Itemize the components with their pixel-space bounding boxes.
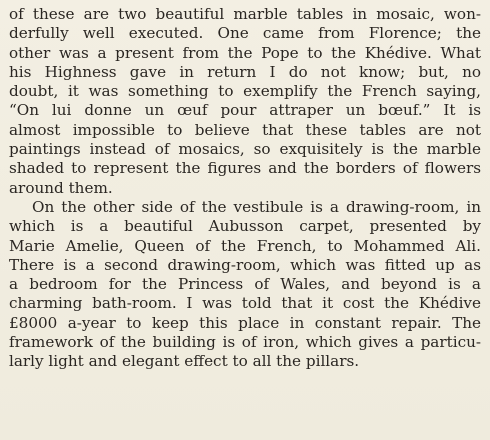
text-line: There is a second drawing-room, which was fitted up as [9, 255, 481, 274]
text-line: charming bath-room. I was told that it cost the Khédive [9, 294, 481, 313]
text-line: a bedroom for the Princess of Wales, and beyond is a [9, 275, 481, 294]
text-line: “On lui donne un œuf pour attraper un bœuf.” It is [9, 101, 481, 120]
text-line: larly light and elegant effect to all the pillars. [9, 352, 360, 371]
text-line: On the other side of the vestibule is a drawing-room, in [32, 197, 481, 216]
text-line: paintings instead of mosaics, so exquisitely is the marble [9, 140, 481, 159]
text-line: other was a present from the Pope to the Khédive. What [9, 43, 481, 62]
text-line: almost impossible to believe that these tables are not [9, 120, 481, 139]
text-line: around them. [9, 178, 113, 197]
text-line: which is a beautiful Aubusson carpet, presented by [9, 217, 481, 236]
text-line: Marie Amelie, Queen of the French, to Mohammed Ali. [9, 236, 481, 255]
text-line: doubt, it was something to exemplify the French saying, [9, 82, 481, 101]
text-line: derfully well executed. One came from Florence; the [9, 24, 481, 43]
text-line: of these are two beautiful marble tables in mosaic, won- [9, 5, 481, 23]
text-line: £8000 a-year to keep this place in constant repair. The [9, 313, 481, 332]
text-line: framework of the building is of iron, which gives a particu- [9, 333, 481, 352]
paragraph-2 [9, 198, 481, 372]
text-line: his Highness gave in return I do not know; but, no [9, 62, 481, 81]
page-text [9, 5, 481, 372]
paragraph-1 [9, 5, 481, 198]
text-line: shaded to represent the figures and the borders of flowers [9, 159, 481, 178]
